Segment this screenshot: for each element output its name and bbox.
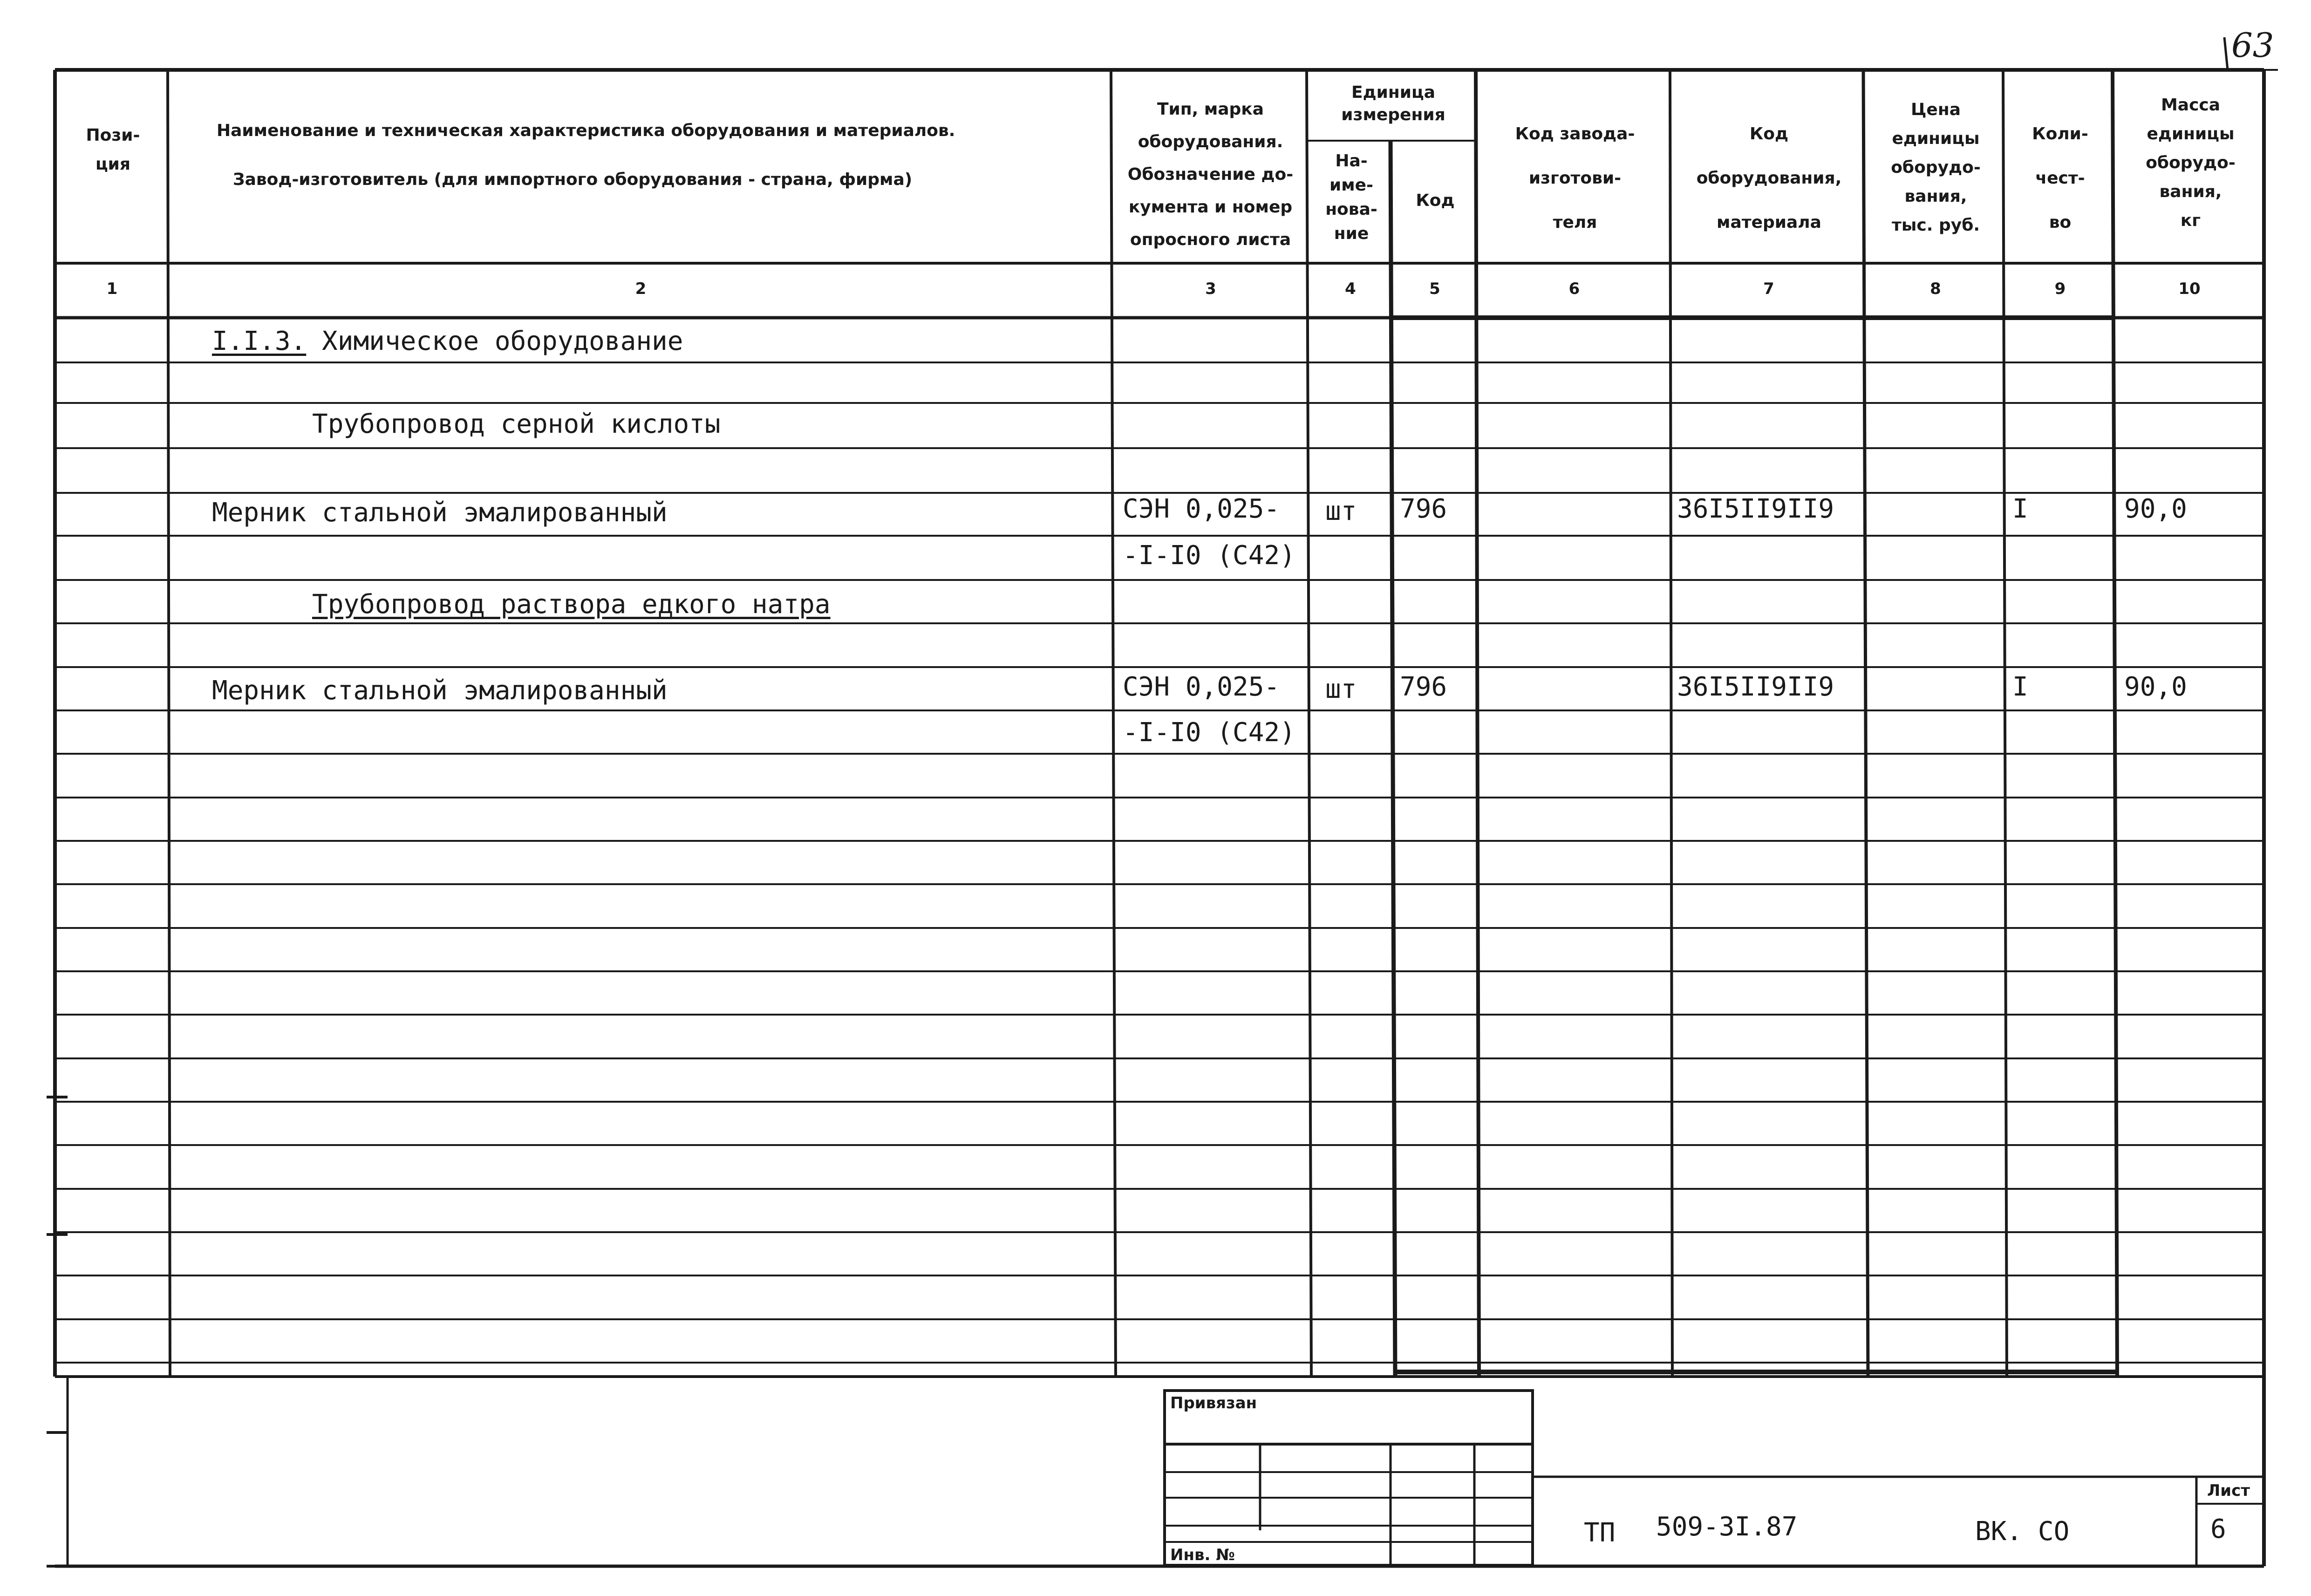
col-number-3: 3 [1205, 280, 1216, 298]
item-1-mass: 90,0 [2124, 494, 2187, 524]
stamp-doc-number: 509-3I.87 [1656, 1512, 1798, 1542]
header-unit-code: Код [1416, 191, 1455, 210]
header-type: Тип, марка оборудования. Обозначение до- кумента и номер опросного листа [1127, 100, 1294, 249]
subsection-sulfuric-acid: Трубопровод серной кислоты [312, 409, 721, 439]
header-unit-name: На- име- нова- ние [1325, 151, 1377, 243]
item-2-unit-code: 796 [1400, 672, 1447, 702]
item-1-unit-code: 796 [1400, 494, 1447, 524]
header-unit-group: Единица измерения [1341, 83, 1445, 124]
header-name-line2: Завод-изготовитель (для импортного оборудования - страна, фирма) [233, 170, 913, 189]
col-number-1: 1 [106, 280, 118, 298]
header-name-line1: Наименование и техническая характеристика оборудования и материалов. [217, 121, 955, 140]
item-1-equipment-code: 36I5II9II9 [1677, 494, 1834, 524]
col-number-9: 9 [2054, 280, 2066, 298]
item-2-name: Мерник стальной эмалированный [212, 675, 668, 706]
item-2-unit: шт [1325, 674, 1357, 704]
stamp-doc-prefix: ТП [1584, 1518, 1616, 1548]
stamp-sheet-label: Лист [2207, 1481, 2250, 1500]
item-1-quantity: I [2012, 494, 2028, 524]
stamp-bound-label: Привязан [1170, 1394, 1257, 1412]
item-1-type-line2: -I-I0 (С42) [1123, 540, 1295, 571]
section-title [212, 326, 683, 357]
header-equipment-code: Код оборудования, материала [1696, 124, 1842, 232]
header-position: Пози- ция [86, 126, 140, 174]
page-number: 63 [2231, 26, 2274, 65]
item-2-type-line1: СЭН 0,025- [1123, 672, 1280, 702]
stamp-doc-code: ВК. СО [1975, 1516, 2070, 1547]
header-quantity: Коли- чест- во [2032, 124, 2088, 232]
item-2-type-line2: -I-I0 (С42) [1123, 717, 1295, 748]
col-number-2: 2 [635, 280, 647, 298]
item-1-unit: шт [1325, 496, 1357, 526]
subsection-sodium-hydroxide: Трубопровод раствора едкого натра [312, 589, 831, 620]
item-2-quantity: I [2012, 672, 2028, 702]
item-2-mass: 90,0 [2124, 672, 2187, 702]
stamp-inventory-label: Инв. № [1170, 1546, 1235, 1564]
item-1-name: Мерник стальной эмалированный [212, 498, 668, 528]
col-number-4: 4 [1345, 280, 1356, 298]
section-number: I.I.3. [212, 326, 307, 356]
col-number-8: 8 [1930, 280, 1941, 298]
item-1-type-line1: СЭН 0,025- [1123, 494, 1280, 524]
col-number-6: 6 [1568, 280, 1580, 298]
stamp-sheet-number: 6 [2210, 1514, 2226, 1544]
header-factory-code: Код завода- изготови- теля [1515, 124, 1635, 232]
item-2-equipment-code: 36I5II9II9 [1677, 672, 1834, 702]
col-number-10: 10 [2178, 280, 2201, 298]
section-title-text: Химическое оборудование [322, 326, 683, 356]
col-number-5: 5 [1429, 280, 1440, 298]
header-price: Цена единицы оборудо- вания, тыс. руб. [1891, 100, 1981, 235]
col-number-7: 7 [1763, 280, 1774, 298]
header-mass: Масса единицы оборудо- вания, кг [2146, 95, 2236, 230]
